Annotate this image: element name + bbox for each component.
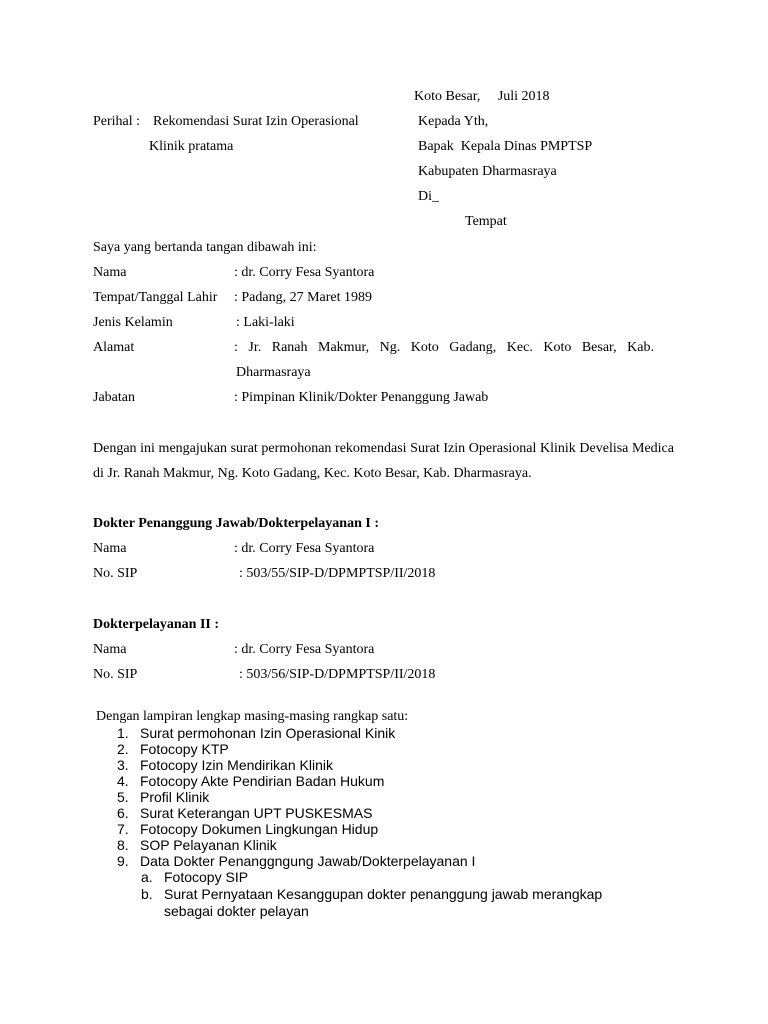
list-item: Surat permohonan Izin Operasional Kinik bbox=[140, 725, 396, 741]
list-item-number: 3. bbox=[117, 757, 129, 773]
sublist-item: Fotocopy SIP bbox=[164, 869, 249, 885]
identity-value-address: : Jr. Ranah Makmur, Ng. Koto Gadang, Kec. Koto Besar, Kab. bbox=[234, 340, 654, 355]
recipient-greeting: Kepada Yth, bbox=[418, 114, 489, 129]
list-item: Fotocopy Izin Mendirikan Klinik bbox=[140, 757, 333, 773]
doctor1-label-nama: Nama bbox=[93, 541, 127, 556]
perihal-label: Perihal : bbox=[93, 114, 141, 129]
doctor2-label-nama: Nama bbox=[93, 642, 127, 657]
intro-text: Saya yang bertanda tangan dibawah ini: bbox=[93, 240, 317, 255]
list-item-number: 9. bbox=[117, 853, 129, 869]
list-item: Fotocopy Akte Pendirian Badan Hukum bbox=[140, 773, 385, 789]
attachments-intro: Dengan lampiran lengkap masing-masing rangkap satu: bbox=[96, 709, 409, 724]
recipient-title: Bapak Kepala Dinas PMPTSP bbox=[418, 139, 593, 154]
identity-label-address: Alamat bbox=[93, 340, 135, 355]
recipient-di: Di_ bbox=[418, 189, 439, 204]
list-item: Data Dokter Penanggngung Jawab/Dokterpelayanan I bbox=[140, 853, 476, 869]
identity-value-address-cont: Dharmasraya bbox=[236, 365, 311, 380]
identity-value-ttl: : Padang, 27 Maret 1989 bbox=[234, 290, 373, 305]
list-item-number: 5. bbox=[117, 789, 129, 805]
perihal-line-1: Rekomendasi Surat Izin Operasional bbox=[153, 114, 359, 129]
doctor1-value-nama: : dr. Corry Fesa Syantora bbox=[234, 541, 375, 556]
doctor1-label-sip: No. SIP bbox=[93, 566, 138, 581]
list-item-number: 2. bbox=[117, 741, 129, 757]
recipient-place: Tempat bbox=[465, 214, 507, 229]
request-paragraph: Dengan ini mengajukan surat permohonan rekomendasi Surat Izin Operasional Klinik Develisa Medica di Jr. Ranah Makmur, Ng. Koto Gadang, Kec. Koto Besar, Kab. Dharmasraya. bbox=[93, 441, 674, 481]
list-item: Fotocopy KTP bbox=[140, 741, 229, 757]
doctor2-label-sip: No. SIP bbox=[93, 667, 138, 682]
perihal-line-2: Klinik pratama bbox=[149, 139, 234, 154]
sublist-item-letter: b. bbox=[141, 886, 153, 902]
sublist-item-letter: a. bbox=[141, 869, 153, 885]
identity-label-gender: Jenis Kelamin bbox=[93, 315, 173, 330]
doctor2-value-sip: : 503/56/SIP-D/DPMPTSP/II/2018 bbox=[239, 667, 436, 682]
doctor2-value-nama: : dr. Corry Fesa Syantora bbox=[234, 642, 375, 657]
sublist-item: Surat Pernyataan Kesanggupan dokter penanggung jawab merangkap bbox=[164, 886, 603, 902]
identity-value-position: : Pimpinan Klinik/Dokter Penanggung Jawab bbox=[234, 390, 489, 405]
identity-label-nama: Nama bbox=[93, 265, 127, 280]
list-item: Surat Keterangan UPT PUSKESMAS bbox=[140, 805, 373, 821]
list-item-number: 1. bbox=[117, 725, 129, 741]
doctor2-heading: Dokterpelayanan II : bbox=[93, 617, 220, 632]
identity-label-position: Jabatan bbox=[93, 390, 135, 405]
list-item-number: 6. bbox=[117, 805, 129, 821]
place-date: Koto Besar, Juli 2018 bbox=[414, 89, 550, 104]
identity-value-nama: : dr. Corry Fesa Syantora bbox=[234, 265, 375, 280]
list-item: SOP Pelayanan Klinik bbox=[140, 837, 277, 853]
list-item-number: 8. bbox=[117, 837, 129, 853]
sublist-item-cont: sebagai dokter pelayan bbox=[164, 903, 309, 919]
list-item: Profil Klinik bbox=[140, 789, 210, 805]
list-item-number: 4. bbox=[117, 773, 129, 789]
identity-label-ttl: Tempat/Tanggal Lahir bbox=[93, 290, 218, 305]
recipient-regency: Kabupaten Dharmasraya bbox=[418, 164, 557, 179]
identity-value-gender: : Laki-laki bbox=[236, 315, 295, 330]
list-item: Fotocopy Dokumen Lingkungan Hidup bbox=[140, 821, 379, 837]
doctor1-value-sip: : 503/55/SIP-D/DPMPTSP/II/2018 bbox=[239, 566, 436, 581]
list-item-number: 7. bbox=[117, 821, 129, 837]
doctor1-heading: Dokter Penanggung Jawab/Dokterpelayanan I : bbox=[93, 516, 379, 531]
